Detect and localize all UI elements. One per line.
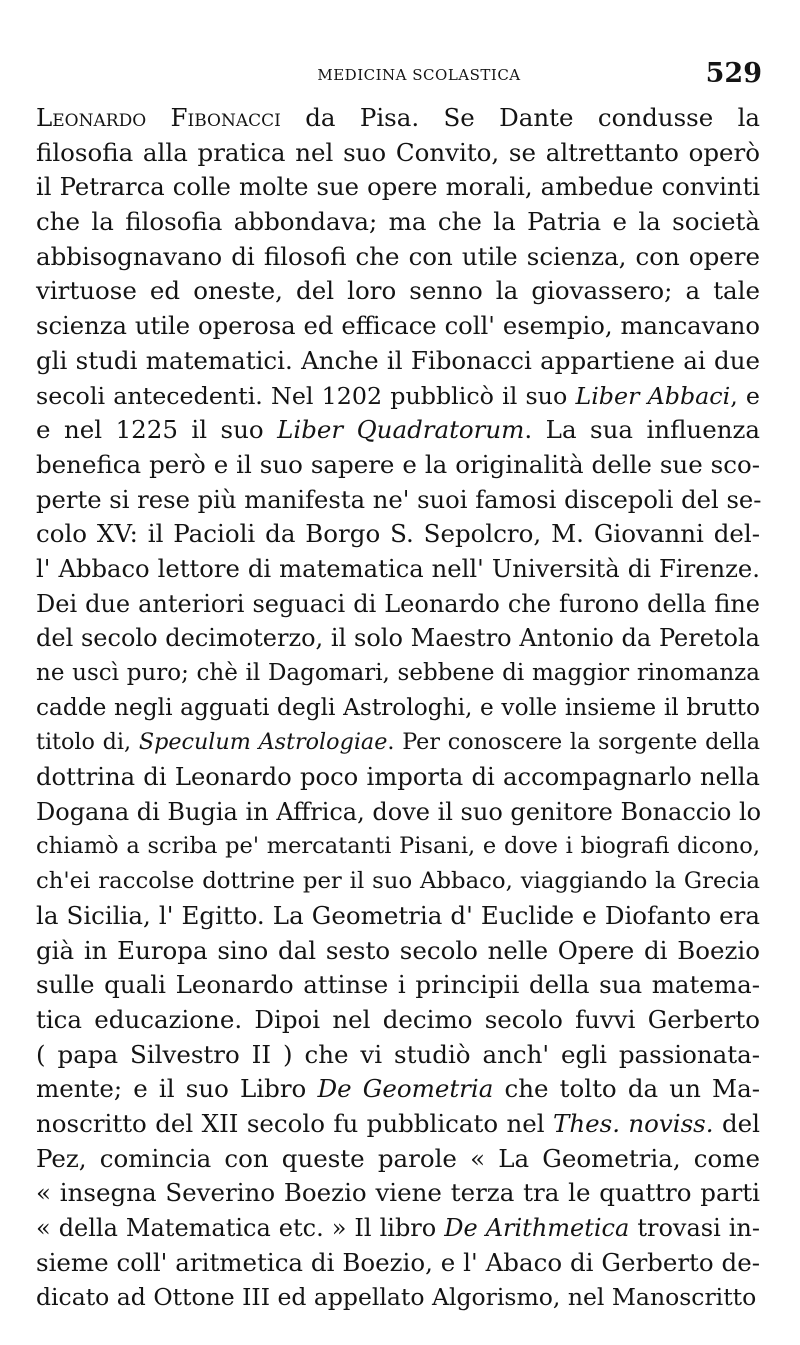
text-line <box>36 691 760 726</box>
text-segment: abbisognavano di filosofi che con utile scienza, con opere <box>36 241 760 271</box>
body-text <box>36 101 760 1315</box>
text-line <box>36 552 760 587</box>
text-segment: mente; e il suo Libro <box>36 1074 318 1104</box>
text-line <box>36 101 760 136</box>
text-segment: che la filosofia abbondava; ma che la Patria e la società <box>36 207 760 237</box>
text-line <box>36 448 760 483</box>
text-line <box>36 379 760 414</box>
text-segment: Dei due anteriori seguaci di Leonardo che furono della fine <box>36 589 760 618</box>
text-segment: l' Abbaco lettore di matematica nell' Università di Firenze. <box>36 553 760 583</box>
text-segment: virtuose ed oneste, del loro senno la giovassero; a tale <box>36 276 760 306</box>
text-line <box>36 621 760 656</box>
text-segment: il Petrarca colle molte sue opere morali, ambedue convinti <box>36 172 760 202</box>
text-line <box>36 1211 760 1246</box>
text-line <box>36 656 760 691</box>
text-segment: trovasi in- <box>629 1214 760 1242</box>
italic-title: Speculum Astrologiae <box>138 729 388 756</box>
text-segment: del <box>713 1108 760 1138</box>
text-line <box>36 1107 760 1142</box>
text-line <box>36 205 760 240</box>
text-line <box>36 136 760 171</box>
italic-title: De Geometria <box>317 1074 494 1104</box>
text-segment: e nel 1225 il suo <box>36 415 278 445</box>
text-line <box>36 1142 760 1177</box>
text-segment: Dogana di Bugia in Affrica, dove il suo genitore Bonaccio lo <box>36 797 762 826</box>
page-header <box>36 56 762 96</box>
italic-title: Thes. noviss. <box>553 1108 714 1138</box>
page-number: 529 <box>705 58 762 89</box>
text-line <box>36 1072 760 1107</box>
text-segment: scienza utile operosa ed efficace coll' esempio, mancavano <box>36 311 760 341</box>
text-line <box>36 344 760 379</box>
text-segment: secoli antecedenti. Nel 1202 pubblicò il suo <box>36 381 576 410</box>
text-segment: « della Matematica etc. » Il libro <box>36 1214 445 1242</box>
text-segment: perte si rese più manifesta ne' suoi famosi discepoli del se- <box>36 484 762 514</box>
text-segment: cadde negli agguati degli Astrologhi, e volle insieme il brutto <box>36 693 760 721</box>
running-title: MEDICINA SCOLASTICA <box>317 66 521 84</box>
text-line <box>36 517 760 552</box>
text-line <box>36 1003 760 1038</box>
italic-title: Liber Quadratorum <box>277 415 525 445</box>
text-line <box>36 1246 760 1281</box>
text-line <box>36 725 760 760</box>
author-name: Leonardo Fibonacci <box>36 103 281 132</box>
text-segment: benefica però e il suo sapere e la originalità delle sue sco- <box>36 449 760 479</box>
text-line <box>36 1280 760 1315</box>
text-segment: ch'ei raccolse dottrine per il suo Abbaco, viaggiando la Grecia <box>36 868 760 895</box>
text-segment: del secolo decimoterzo, il solo Maestro Antonio da Peretola <box>36 624 760 653</box>
text-segment: la Sicilia, l' Egitto. La Geometria d' Euclide e Diofanto era <box>36 900 760 930</box>
text-segment: . Per conoscere la sorgente della <box>387 729 761 756</box>
text-segment: titolo di, <box>36 729 139 756</box>
text-segment: Pez, comincia con queste parole « La Geometria, come <box>36 1143 760 1173</box>
text-segment: ( papa Silvestro II ) che vi studiò anch' egli passionata- <box>36 1039 760 1069</box>
italic-title: Liber Abbaci <box>575 381 731 410</box>
text-segment: filosofia alla pratica nel suo Convito, se altrettanto operò <box>36 137 760 167</box>
text-segment: colo XV: il Pacioli da Borgo S. Sepolcro, M. Giovanni del- <box>36 519 760 549</box>
italic-title: De Arithmetica <box>444 1214 630 1242</box>
text-line <box>36 934 760 969</box>
text-line <box>36 760 760 795</box>
text-segment: dicato ad Ottone III ed appellato Algorismo, nel Manoscritto <box>36 1283 757 1312</box>
text-line <box>36 309 760 344</box>
text-segment: dottrina di Leonardo poco importa di accompagnarlo nella <box>36 762 760 792</box>
text-line <box>36 1176 760 1211</box>
text-line <box>36 968 760 1003</box>
text-line <box>36 170 760 205</box>
text-segment: . La sua influenza <box>524 415 760 445</box>
text-line <box>36 413 760 448</box>
text-segment: noscritto del XII secolo fu pubblicato nel <box>36 1108 554 1138</box>
text-line <box>36 274 760 309</box>
text-segment: gli studi matematici. Anche il Fibonacci appartiene ai due <box>36 345 760 375</box>
text-segment: sulle quali Leonardo attinse i principii della sua matema- <box>36 970 760 1000</box>
text-segment: sieme coll' aritmetica di Boezio, e l' Abaco di Gerberto de- <box>36 1247 760 1277</box>
text-line <box>36 240 760 275</box>
text-line <box>36 829 760 864</box>
text-segment: da Pisa. Se Dante condusse la <box>280 103 761 132</box>
text-line <box>36 587 760 622</box>
text-line <box>36 795 760 830</box>
text-segment: ne uscì puro; chè il Dagomari, sebbene di maggior rinomanza <box>36 660 760 686</box>
text-segment: « insegna Severino Boezio viene terza tra le quattro parti <box>36 1178 760 1208</box>
text-segment: chiamò a scriba pe' mercatanti Pisani, e dove i biografi dicono, <box>36 833 760 860</box>
text-line <box>36 899 760 934</box>
text-segment: già in Europa sino dal sesto secolo nelle Opere di Boezio <box>36 935 760 965</box>
text-line <box>36 864 760 899</box>
text-line <box>36 1038 760 1073</box>
text-segment: tica educazione. Dipoi nel decimo secolo fuvvi Gerberto <box>36 1004 760 1034</box>
text-segment: che tolto da un Ma- <box>493 1074 760 1104</box>
text-segment: , e <box>730 381 760 410</box>
text-line <box>36 483 760 518</box>
